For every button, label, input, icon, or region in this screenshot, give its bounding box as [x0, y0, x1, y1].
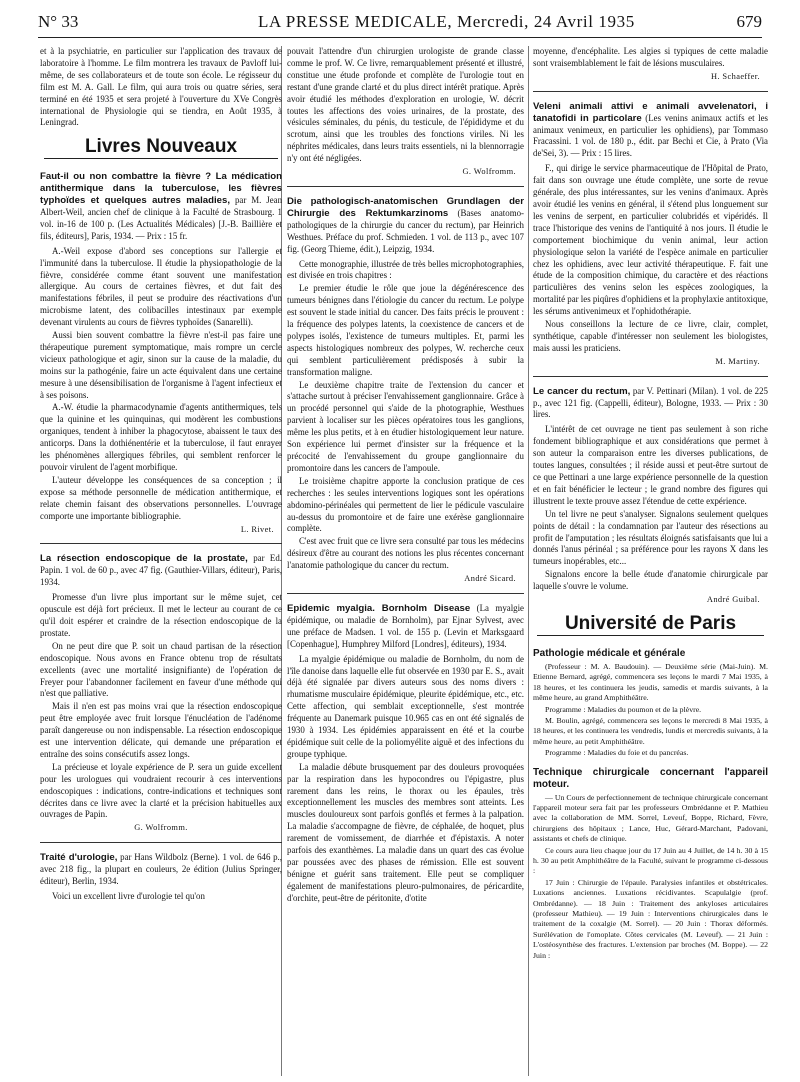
- review-paragraph: Promesse d'un livre plus important sur le même sujet, cet opuscule est déjà fort précieux. Il met le lecteur au courant de ce qu'il doit espérer et craindre de la résection endoscopique de la prostate.: [40, 592, 282, 638]
- course-title: Pathologie médicale et générale: [533, 647, 686, 659]
- book-review-header: [40, 553, 282, 589]
- course-paragraph: (Professeur : M. A. Baudouin). — Deuxième série (Mai-Juin). M. Etienne Bernard, agrégé, commencera ses leçons le mardi 7 Mai 1935, à 18 heures, et les continuera les jeudis, samedis et mardis suivants, à la même heure, au grand Amphithéâtre.: [533, 661, 768, 703]
- section-rule: [44, 158, 278, 159]
- reviewer-signature: M. Martiny.: [715, 356, 760, 366]
- course-title: Technique chirurgicale concernant l'appareil moteur.: [533, 766, 768, 790]
- book-title: Epidemic myalgia. Bornholm Disease: [287, 602, 471, 614]
- book-reference: (La myalgie épidémique, ou maladie de Bornholm), par Ejnar Sylvest, avec une préface de Madsen. 1 vol. de 155 p. (Levin et Marksgaard [Copenhague], Humphrey Milford [Londres], éditeurs), 1934.: [287, 602, 524, 649]
- review-paragraph: L'auteur développe les conséquences de sa conception ; il expose sa méthode personnelle de médication antithermique, et relate chemin faisant des observations personnelles. L'ouvrage comporte une importante bibliographie.: [40, 474, 282, 521]
- review-paragraph: Mais il n'en est pas moins vrai que la résection endoscopique peut être employée avec fruit lorsque l'énucléation de l'adénome paraît dangereuse ou non indispensable. La résection endoscopique est une intervention délicate, qui demande une préparation et entraîne des soins consécutifs assez longs.: [40, 701, 282, 759]
- issue-number: N° 33: [38, 12, 79, 31]
- book-reference: par M. Jean Albert-Weil, ancien chef de clinique à la Faculté de Strasbourg. 1 vol. in-16 de 100 p. (Les Actualités Médicales) [J.-B. Baillière et fils, éditeurs], Paris, 1934. — Prix : 15 fr.: [40, 195, 282, 241]
- review-paragraph: On ne peut dire que P. soit un chaud partisan de la résection endoscopique. Nous avons en France obtenu trop de résultats excellents (avec une mortalité insignifiante) de l'opération de Freyer pour l'abandonner facilement en faveur d'une méthode qui n'est que palliative.: [40, 640, 282, 699]
- review-paragraph: Le premier étudie le rôle que joue la dégénérescence des tumeurs bénignes dans l'étiologie du cancer du rectum. Le polype est souvent le stade initial du cancer. Des faits précis le prouvent : la fréquence des polypes latents, la coexistence de cancers et de polypes isolés, l'existence de tumeurs multiples. Et, parmi les aspects histologiques nombreux des polypes, W. recherche ceux qui semblent particulièrement prédisposés à subir la transformation maligne.: [287, 283, 524, 377]
- review-paragraph: F., qui dirige le service pharmaceutique de l'Hôpital de Prato, fait dans son ouvrage une étude complète, une sorte de revue générale, des plus intéressantes, sur les venins d'animaux. Après avoir étudié les venins en général, il s'étend plus longuement sur les venins de serpent, en particulier colubridés et vipéridés. Il trace l'historique des venins de l'antiquité à nos jours. Il étudie le comportement biochimique du venin animal, leur action physiologique selon la variété de l'espèce animale en particulier chez les ophidiens, avec leur activité thérapeutique. F. fait une étude de la composition chimique, du caractère et des réactions particulières des venins selon les espèces zoologiques, la mortalité par les piqûres d'ophidiens et la prophylaxie antitoxique, les sérums antivenimeux et l'ophidothérapie.: [533, 163, 768, 317]
- book-reference: (Bases anatomo-pathologiques de la chirurgie du cancer du rectum), par Heinrich Westhues. Préface du prof. Schmieden. 1 vol. de 113 p., avec 107 fig. (Georg Thieme, édit.), Leipzig, 1934.: [287, 207, 524, 254]
- reviewer-signature: André Sicard.: [464, 574, 516, 584]
- page-number: 679: [736, 12, 762, 31]
- review-paragraph: La myalgie épidémique ou maladie de Bornholm, du nom de l'île danoise dans laquelle elle fut observée en 1930 par E. S., avait déjà été signalée par divers auteurs sous des noms divers : rhumatisme musculaire épidémique, pleurite épidémique, etc., etc. Cette affection, qui semblait exceptionnelle, s'est montrée fréquente au Danemark puisque 10.965 cas en ont été signalés de 1930 à 1934. Les épidémies apparaissent en été et la courbe épidémique suit celle de la poliomyélite aiguë et des infections du groupe typhique.: [287, 653, 524, 759]
- column-left: [40, 46, 282, 1076]
- book-reference: par V. Pettinari (Milan). 1 vol. de 225 p., avec 121 fig. (Cappelli, éditeur), Bologne, 1933. — Prix : 30 lires.: [533, 385, 768, 420]
- book-title: La résection endoscopique de la prostate,: [40, 553, 248, 565]
- separator: [40, 842, 282, 843]
- course-paragraph: M. Boulin, agrégé, commencera ses leçons le mercredi 8 Mai 1935, à 18 heures, et les continuera les vendredis, lundis et mercredis suivants, à la même heure, au petit Amphithéâtre.: [533, 715, 768, 746]
- book-title: Faut-il ou non combattre la fièvre ? La médication antithermique dans la tuberculose, les fièvres typhoïdes et quelques autres maladies,: [40, 171, 282, 207]
- separator: [533, 376, 768, 377]
- journal-title: LA PRESSE MEDICALE, Mercredi, 24 Avril 1935: [258, 12, 635, 31]
- review-paragraph: La précieuse et loyale expérience de P. sera un guide excellent pour les urologues qui voudraient recourir à ces interventions endoscopiques : indications, contre-indications et techniques sont décrites dans ce livre avec la clarté et la précision habituelles aux ouvrages de Papin.: [40, 761, 282, 820]
- reviewer-signature: André Guibal.: [706, 595, 760, 605]
- review-paragraph: C'est avec fruit que ce livre sera consulté par tous les médecins désireux d'être au courant des notions les plus récentes concernant l'anatomie pathologique du cancer du rectum.: [287, 536, 524, 571]
- book-reference: par Hans Wildbolz (Berne). 1 vol. de 646 p., avec 218 fig., la plupart en couleurs, 2e édition (Julius Springer, éditeur), Berlin, 1934.: [40, 852, 282, 887]
- separator: [533, 91, 768, 92]
- review-paragraph: La maladie débute brusquement par des douleurs provoquées par la respiration dans les hypocondres ou l'épigastre, plus rarement dans les reins, le thorax ou les épaules, très exceptionnellement les muscles des membres sont atteints. Les muscles douloureux sont parfois gonflés et fermes à la palpation. La maladie s'accompagne de fièvre, de céphalée, de hoquet, plus rarement de vomissement, de diarrhée et d'épistaxis. A noter parfois des exanthèmes. La maladie dans un quart des cas évolue par poussées avec des phases de rémission. Elle est souvent bénigne et guérit sans traitement. Elle peut se compliquer également de manifestations pleuro-pulmonaires, de péricardite, d'orchite, peut-être de péritonite, d'otite: [287, 761, 524, 903]
- review-paragraph: A.-W. étudie la pharmacodynamie d'agents antithermiques, tels que la quinine et les quinquinas, qui modèrent les combustions organiques, tendent à inhiber la phagocytose, abaissent le taux des anticorps. Dans la dothiénentérie et la tuberculose, il faut enrayer les phénomènes allergiques fébriles, qui semblent renforcer le pouvoir virulent de l'agent morbifique.: [40, 402, 282, 472]
- header-rule: [38, 37, 762, 38]
- book-review-header: [533, 101, 768, 161]
- review-continuation: moyenne, d'encéphalite. Les algies si typiques de cette maladie sont vraisemblablement le fait de lésions musculaires.: [533, 46, 768, 68]
- course-paragraph: Ce cours aura lieu chaque jour du 17 Juin au 4 Juillet, de 14 h. 30 à 15 h. 30 au petit Amphithéâtre de la Faculté, suivant le programme ci-dessous :: [533, 845, 768, 876]
- reviewer-signature: G. Wolfromm.: [134, 823, 188, 833]
- review-paragraph: Signalons encore la belle étude d'anatomie chirurgicale par laquelle s'ouvre le volume.: [533, 569, 768, 592]
- book-review-header: [287, 196, 524, 256]
- book-reference: par Ed. Papin. 1 vol. de 60 p., avec 47 fig. (Gauthier-Villars, éditeur), Paris, 1934.: [40, 553, 282, 588]
- book-review-header: [533, 386, 768, 422]
- column-middle: [287, 46, 524, 1076]
- section-heading: Livres Nouveaux: [84, 136, 238, 158]
- column-rule: [528, 46, 529, 1076]
- page-header: [38, 12, 762, 36]
- review-paragraph: L'intérêt de cet ouvrage ne tient pas seulement à son riche fondement bibliographique et aux considérations que permet à son auteur la comparaison entre les diverses publications, de toutes langues, consultées ; il réside aussi et peut-être surtout de ce que Pettinari a une large expérience personnelle de la question et en fait bénéficier le lecteur ; le grand nombre des figures qui illustrent le texte prouve assez l'étendue de cette expérience.: [533, 424, 768, 506]
- book-title: Le cancer du rectum,: [533, 385, 631, 397]
- review-continuation: pouvait l'attendre d'un chirurgien urologiste de grande classe comme le prof. W. Ce livre, remarquablement présenté et illustré, constitue une étude profonde et complète de l'urologie tout en restant d'une grande clarté et du plus direct intérêt pratique. Après avoir étudié les méthodes d'exploration en urologie, W. décrit toutes les affections des voies urinaires, de la prostate, des vésicules séminales, du pénis, du testicule, de l'épididyme et du scrotum, ainsi que les troubles des fonctions viriles. Ni les néphrites médicales, dans leurs traits essentiels, ni la blennorragie n'y ont été négligées.: [287, 46, 524, 164]
- book-review-header: [40, 852, 282, 888]
- section-rule: [537, 635, 764, 636]
- review-paragraph: Nous conseillons la lecture de ce livre, clair, complet, synthétique, capable d'intéresser non seulement les biologistes, mais aussi les praticiens.: [533, 319, 768, 353]
- review-paragraph: Le deuxième chapitre traite de l'extension du cancer et s'attache surtout à préciser l'envahissement ganglionnaire. Grâce à un procédé personnel qui s'aide de la photographie, Westhues parvient à localiser sur les pièces opératoires tous les ganglions, même les plus petits, et à en étudier histologiquement leur nature. Son expérience lui permet d'insister sur la fréquence et la précocité de l'envahissement du groupe ganglionnaire du promontoire dans les cancers de l'ampoule.: [287, 379, 524, 473]
- book-title: Die pathologisch-anatomischen Grundlagen der Chirurgie des Rektumkarzinoms: [287, 195, 524, 219]
- book-reference: (Les venins animaux actifs et les animaux venimeux, en particulier les ophidiens), par Tommaso Fracassini. 1 vol. de 180 p., édit. par Bechi et Cie, à Prato (Via de'Sei, 3). — Prix : 15 lires.: [533, 112, 768, 159]
- separator: [287, 186, 524, 187]
- book-review-header: [40, 171, 282, 242]
- reviewer-signature: L. Rivet.: [240, 524, 274, 534]
- review-paragraph: Aussi bien souvent combattre la fièvre n'est-il pas faire une thérapeutique purement symptomatique, mais rompre un cercle vicieux pathologique et agir, sinon sur la cause de la maladie, du moins sur la pathogénie, faire un acte équivalent dans une certaine mesure à une désensibilisation de l'organisme à l'agent infectieux et à ses poisons.: [40, 330, 282, 400]
- separator: [40, 543, 282, 544]
- review-paragraph: Le troisième chapitre apporte la conclusion pratique de ces recherches : les seules interventions logiques sont les opérations abdomino-périnéales qui permettent de lier le pédicule vasculaire au-dessus du promontoire et de faire une exérèse ganglionnaire complète.: [287, 475, 524, 534]
- separator: [287, 593, 524, 594]
- review-paragraph: Un tel livre ne peut s'analyser. Signalons seulement quelques points de détail : la condamnation par l'auteur des résections au profit de l'amputation ; les résultats éloignés satisfaisants que lui a donnés l'anus périnéal ; sa préférence pour les rayons X dans les tumeurs inopérables, etc...: [533, 508, 768, 567]
- reviewer-signature: G. Wolfromm.: [462, 167, 516, 177]
- review-paragraph: Voici un excellent livre d'urologie tel qu'on: [52, 891, 205, 901]
- course-program: Programme : Maladies du foie et du pancréas.: [545, 748, 689, 758]
- section-heading: Université de Paris: [564, 612, 737, 634]
- book-title: Veleni animali attivi e animali avvelenatori, i tanatofidi in particolare: [533, 100, 768, 124]
- review-paragraph: A.-Weil expose d'abord ses conceptions sur l'allergie et l'immunité dans la tuberculose. Il étudie la physiopathologie de la fièvre, considérée comme étant souvent une manifestation allergique. Au cours de certaines fièvres, et dut fait des manifestations fébriles, il peut se produire des réactivations d'un microbisme latent, des colibacilles intestinaux par exemple devenant virulents au cours de fièvres typhoïdes (Sanarelli).: [40, 245, 282, 328]
- course-paragraph: — Un Cours de perfectionnement de technique chirurgicale concernant l'appareil moteur sera fait par les professeurs Ombrédanne et P. Mathieu avec la collaboration de MM. Sorrel, Leveuf, Boppe, Richard, Fèvre, chirurgiens des hôpitaux ; Lance, Huc, Gérard-Marchant, Padovani, assistants et chefs de clinique.: [533, 792, 768, 844]
- course-schedule: 17 Juin : Chirurgie de l'épaule. Paralysies infantiles et obstétricales. Luxations anciennes. Luxations récidivantes. Scapulalgie (prof. Ombrédanne). — 18 Juin : Traitement des ankyloses articulaires (professeur Mathieu). — 19 Juin : Interventions chirurgicales dans le traitement de la coxalgie (M. Sorrel). — 20 Juin : Thorax déformés. Surélévation de l'omoplate. Côtes cervicales (M. Leveuf). — 21 Juin : L'ostéosynthèse des fractures. L'extension par broches (M. Boppe). — 22 Juin :: [533, 877, 768, 960]
- course-program: Programme : Maladies du poumon et de la plèvre.: [545, 704, 702, 714]
- review-paragraph: Cette monographie, illustrée de très belles microphotographies, est divisée en trois chapitres :: [287, 258, 524, 281]
- book-review-header: [287, 603, 524, 651]
- column-right: [533, 46, 768, 1076]
- book-title: Traité d'urologie,: [40, 852, 118, 864]
- intro-paragraph: et à la psychiatrie, en particulier sur l'application des travaux de laboratoire à l'homme. Le film montrera les travaux de Pavloff lui-même, de ses collaborateurs et de toute son école. Le régisseur du film est M. A. Gall. Le film, qui aura trois ou quatre séries, sera terminé en été 1935 et sera projeté à l'ouverture du XVe Congrès international de Physiologie qui se tiendra, en Août 1935, à Leningrad.: [40, 46, 282, 128]
- reviewer-signature: H. Schaeffer.: [711, 71, 760, 81]
